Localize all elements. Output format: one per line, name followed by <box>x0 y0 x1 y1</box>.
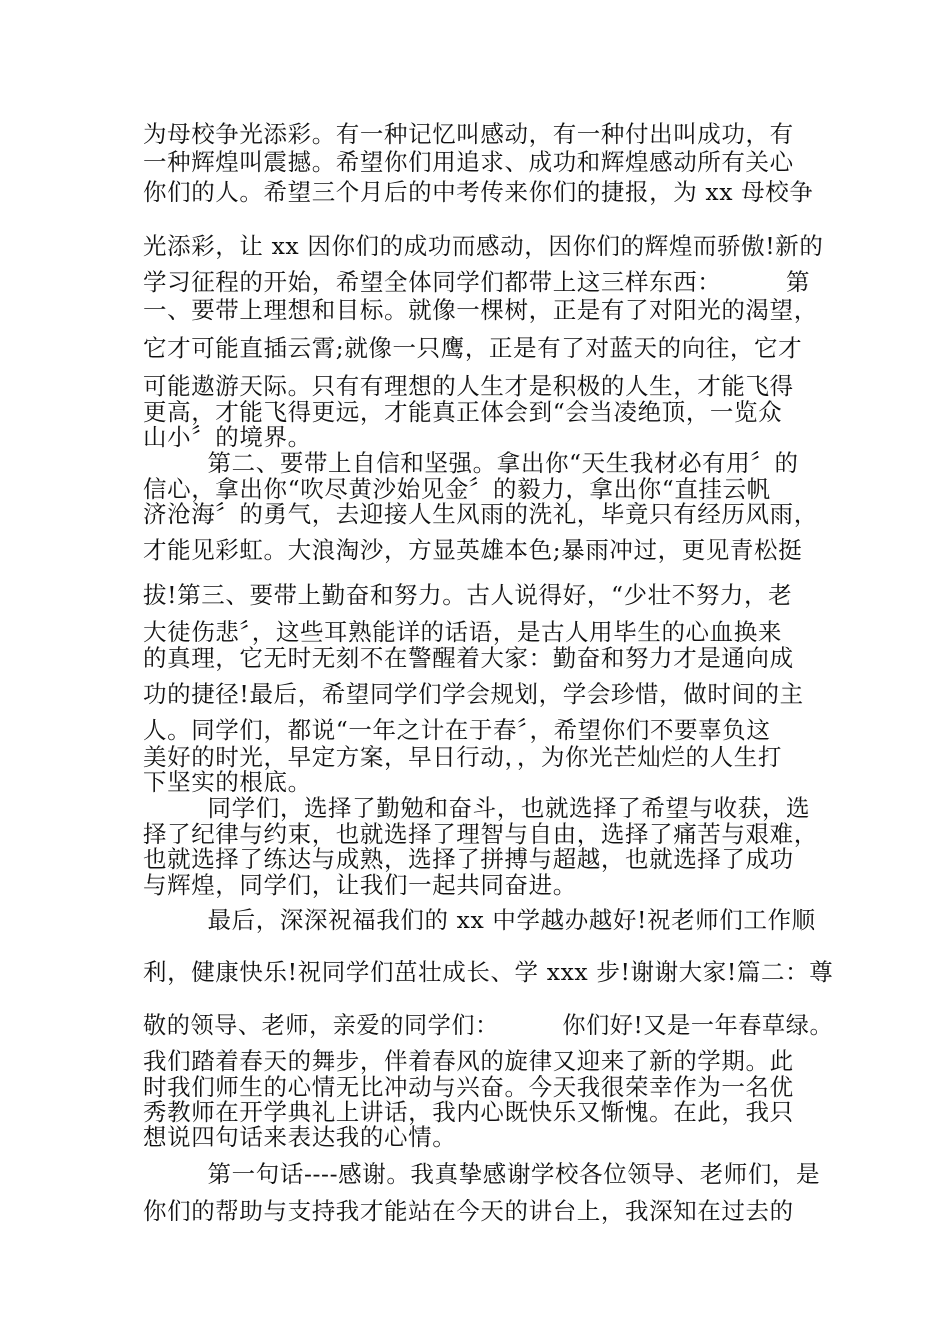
text-line: 大徒伤悲〞，这些耳熟能详的话语，是古人用毕生的心血换来 <box>143 618 782 646</box>
text-line: 利，健康快乐!祝同学们茁壮成长、学 xxx 步!谢谢大家!篇二：尊 <box>143 958 834 986</box>
text-line: 秀教师在开学典礼上讲话，我内心既快乐又惭愧。在此，我只 <box>143 1098 794 1126</box>
text-line: 同学们，选择了勤勉和奋斗，也就选择了希望与收获，选 <box>143 794 811 822</box>
text-line: 想说四句话来表达我的心情。 <box>143 1123 457 1151</box>
text-line: 也就选择了练达与成熟，选择了拼搏与超越，也就选择了成功 <box>143 845 794 873</box>
text-line: 时我们师生的心情无比冲动与兴奋。今天我很荣幸作为一名优 <box>143 1073 794 1101</box>
text-line: 择了纪律与约束，也就选择了理智与自由，选择了痛苦与艰难， <box>143 820 818 848</box>
text-line: 济沧海〞的勇气，去迎接人生风雨的洗礼，毕竟只有经历风雨， <box>143 500 818 528</box>
text-line: 才能见彩虹。大浪淘沙，方显英雄本色;暴雨冲过，更见青松挺 <box>143 536 803 564</box>
text-line: 的真理，它无时无刻不在警醒着大家：勤奋和努力才是通向成 <box>143 644 794 672</box>
text-line: 美好的时光，早定方案，早日行动，，为你光芒灿烂的人生打 <box>143 743 782 771</box>
text-line: 第二、要带上自信和坚强。拿出你“天生我材必有用〞的 <box>143 449 799 477</box>
text-line: 拔!第三、要带上勤奋和努力。古人说得好，“少壮不努力，老 <box>143 581 793 609</box>
text-line: 信心，拿出你“吹尽黄沙始见金〞的毅力，拿出你“直挂云帆 <box>143 475 771 503</box>
text-line: 它才可能直插云霄;就像一只鹰，正是有了对蓝天的向往，它才 <box>143 334 803 362</box>
text-line: 下坚实的根底。 <box>143 768 312 796</box>
text-line: 为母校争光添彩。有一种记忆叫感动，有一种付出叫成功，有 <box>143 120 794 148</box>
text-line: 一种辉煌叫震撼。希望你们用追求、成功和辉煌感动所有关心 <box>143 148 794 176</box>
text-line: 我们踏着春天的舞步，伴着春风的旋律又迎来了新的学期。此 <box>143 1047 794 1075</box>
text-line: 第一句话----感谢。我真挚感谢学校各位领导、老师们，是 <box>143 1160 821 1188</box>
text-line: 人。同学们，都说“一年之计在于春〞，希望你们不要辜负这 <box>143 716 771 744</box>
text-line: 学习征程的开始，希望全体同学们都带上这三样东西： 第 <box>143 268 811 296</box>
text-line: 可能遨游天际。只有有理想的人生才是积极的人生，才能飞得 <box>143 372 794 400</box>
text-line: 一、要带上理想和目标。就像一棵树，正是有了对阳光的渴望， <box>143 296 818 324</box>
text-line: 敬的领导、老师，亲爱的同学们： 你们好!又是一年春草绿。 <box>143 1011 834 1039</box>
text-line: 你们的人。希望三个月后的中考传来你们的捷报，为 xx 母校争 <box>143 178 814 206</box>
text-line: 最后，深深祝福我们的 xx 中学越办越好!祝老师们工作顺 <box>143 906 816 934</box>
text-line: 功的捷径!最后，希望同学们学会规划，学会珍惜，做时间的主 <box>143 680 804 708</box>
text-line: 与辉煌，同学们，让我们一起共同奋进。 <box>143 871 577 899</box>
text-line: 山小〞的境界。 <box>143 423 312 451</box>
text-line: 你们的帮助与支持我才能站在今天的讲台上，我深知在过去的 <box>143 1197 794 1225</box>
text-line: 光添彩，让 xx 因你们的成功而感动，因你们的辉煌而骄傲!新的 <box>143 232 824 260</box>
text-line: 更高，才能飞得更远，才能真正体会到“会当凌绝顶，一览众 <box>143 398 783 426</box>
